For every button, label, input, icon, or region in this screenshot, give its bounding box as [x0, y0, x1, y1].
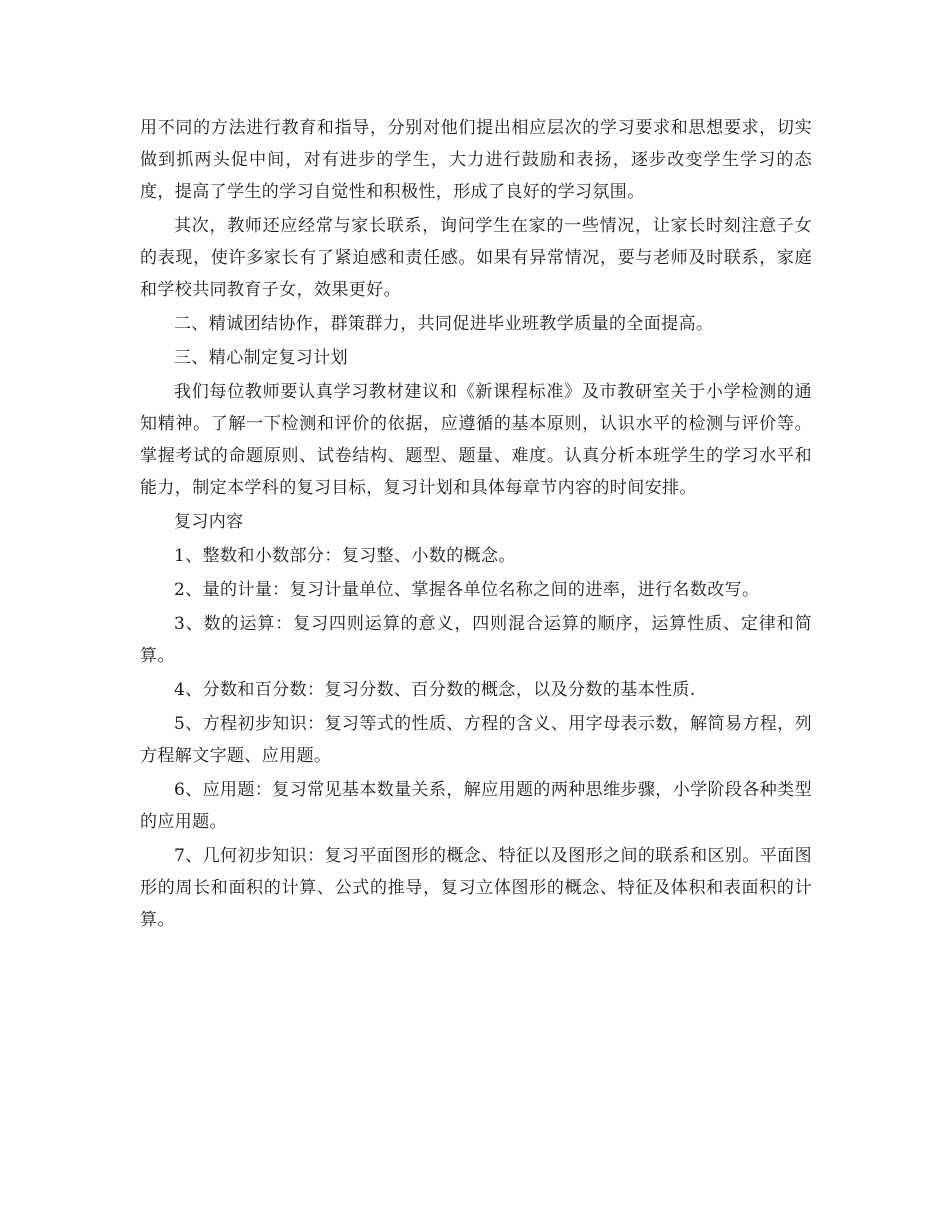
- document-page: [140, 112, 812, 938]
- review-content-heading: 复习内容: [174, 512, 244, 532]
- section-heading-3: 三、精心制定复习计划: [174, 348, 348, 368]
- review-item-1: 1、整数和小数部分：复习整、小数的概念。: [174, 546, 516, 566]
- review-item-3: 3、数的运算：复习四则运算的意义，四则混合运算的顺序，运算性质、定律和简算。: [140, 614, 812, 666]
- section-heading-2: 二、精诚团结协作，群策群力，共同促进毕业班教学质量的全面提高。: [174, 314, 714, 334]
- review-item-4: 4、分数和百分数：复习分数、百分数的概念，以及分数的基本性质.: [174, 680, 696, 700]
- review-item-2: 2、量的计量：复习计量单位、掌握各单位名称之间的进率，进行名数改写。: [174, 580, 760, 600]
- paragraph-study-plan: 我们每位教师要认真学习教材建议和《新课程标准》及市教研室关于小学检测的通知精神。了解一下检测和评价的依据，应遵循的基本原则，认识水平的检测与评价等。掌握考试的命题原则、试卷结构、题型、题量、难度。认真分析本班学生的学习水平和能力，制定本学科的复习目标，复习计划和具体每章节内容的时间安排。: [140, 382, 812, 498]
- paragraph-continuation: 用不同的方法进行教育和指导，分别对他们提出相应层次的学习要求和思想要求，切实做到抓两头促中间，对有进步的学生，大力进行鼓励和表扬，逐步改变学生学习的态度，提高了学生的学习自觉性和积极性，形成了良好的学习氛围。: [140, 118, 812, 202]
- paragraph-parent-contact: 其次，教师还应经常与家长联系，询问学生在家的一些情况，让家长时刻注意子女的表现，使许多家长有了紧迫感和责任感。如果有异常情况，要与老师及时联系，家庭和学校共同教育子女，效果更好。: [140, 216, 812, 300]
- review-item-7: 7、几何初步知识：复习平面图形的概念、特征以及图形之间的联系和区别。平面图形的周长和面积的计算、公式的推导，复习立体图形的概念、特征及体积和表面积的计算。: [140, 846, 812, 930]
- review-item-5: 5、方程初步知识：复习等式的性质、方程的含义、用字母表示数，解简易方程，列方程解文字题、应用题。: [140, 714, 812, 766]
- review-item-6: 6、应用题：复习常见基本数量关系，解应用题的两种思维步骤，小学阶段各种类型的应用题。: [140, 780, 812, 832]
